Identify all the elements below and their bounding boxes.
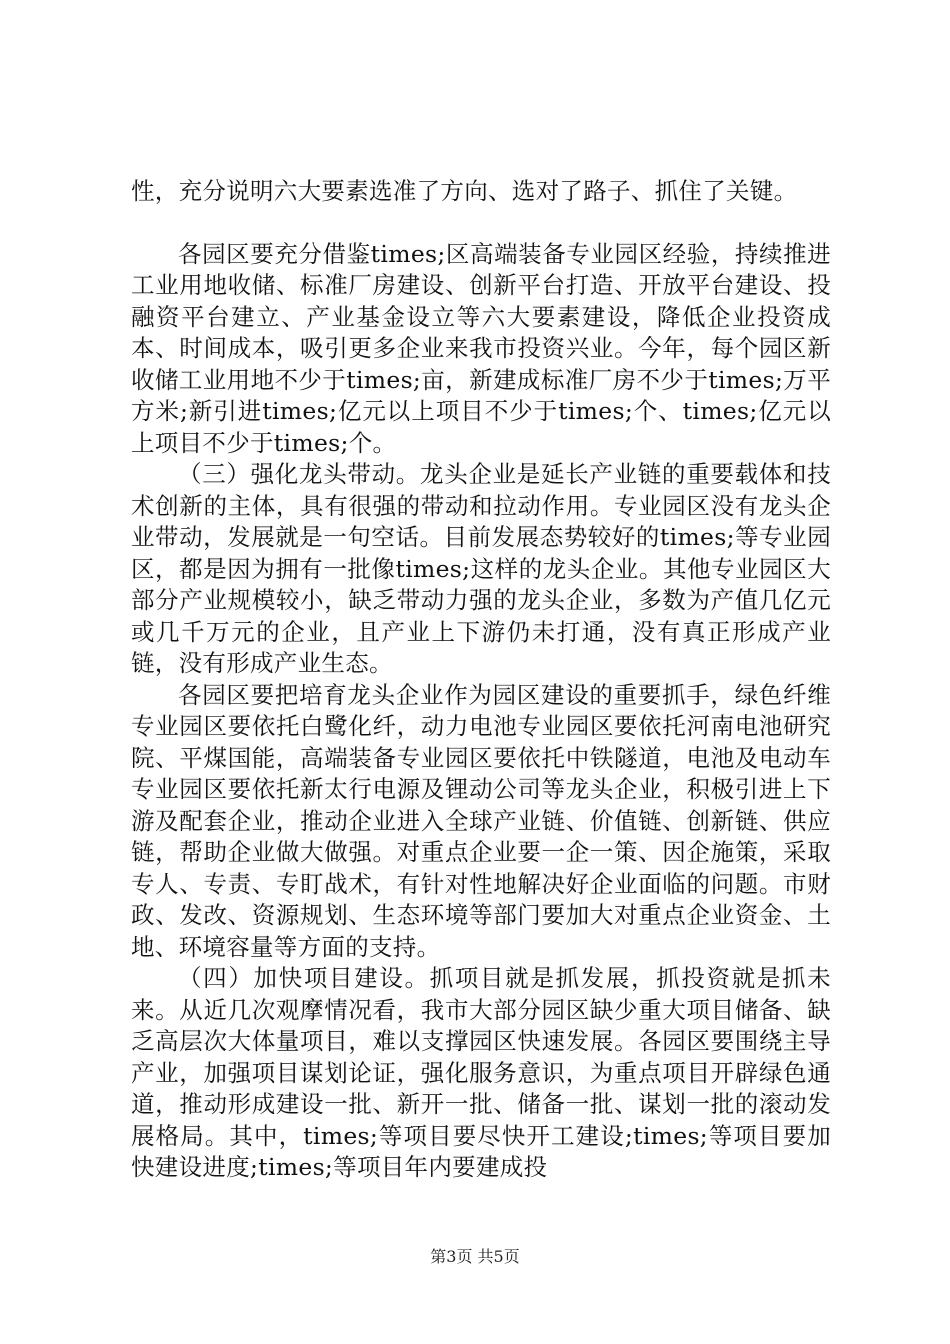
paragraph-section-three: （三）强化龙头带动。龙头企业是延长产业链的重要载体和技术创新的主体，具有很强的带动和拉动作用。专业园区没有龙头企业带动，发展就是一句空话。目前发展态势较好的times;等专业园区，都是因为拥有一批像times;这样的龙头企业。其他专业园区大部分产业规模较小，缺乏带动力强的龙头企业，多数为产值几亿元或几千万元的企业，且产业上下游仍未打通，没有真正形成产业链，没有形成产业生态。 [131, 460, 831, 677]
paragraph-elements: 各园区要充分借鉴times;区高端装备专业园区经验，持续推进工业用地收储、标准厂房建设、创新平台打造、开放平台建设、投融资平台建立、产业基金设立等六大要素建设，降低企业投资成本、时间成本，吸引更多企业来我市投资兴业。今年，每个园区新收储工业用地不少于times;亩，新建成标准厂房不少于times;万平方米;新引进times;亿元以上项目不少于times;个、times;亿元以上项目不少于times;个。 [131, 239, 831, 457]
paragraph-gap [131, 208, 831, 239]
paragraph-continuation: 性，充分说明六大要素选准了方向、选对了路子、抓住了关键。 [131, 177, 798, 205]
paragraph-section-four: （四）加快项目建设。抓项目就是抓发展，抓投资就是抓未来。从近几次观摩情况看，我市大部分园区缺少重大项目储备、缺乏高层次大体量项目，难以支撑园区快速发展。各园区要围绕主导产业，加强项目谋划论证，强化服务意识，为重点项目开辟绿色通道，推动形成建设一批、新开一批、储备一批、谋划一批的滚动发展格局。其中，times;等项目要尽快开工建设;times;等项目要加快建设进度;times;等项目年内要建成投 [131, 964, 831, 1181]
paragraph-leading-enterprises: 各园区要把培育龙头企业作为园区建设的重要抓手，绿色纤维专业园区要依托白鹭化纤，动力电池专业园区要依托河南电池研究院、平煤国能，高端装备专业园区要依托中铁隧道，电池及电动车专业园区要依托新太行电源及锂动公司等龙头企业，积极引进上下游及配套企业，推动企业进入全球产业链、价值链、创新链、供应链，帮助企业做大做强。对重点企业要一企一策、因企施策，采取专人、专责、专盯战术，有针对性地解决好企业面临的问题。市财政、发改、资源规划、生态环境等部门要加大对重点企业资金、土地、环境容量等方面的支持。 [131, 680, 831, 961]
document-body [131, 176, 831, 1184]
page-number-footer: 第3页 共5页 [430, 1247, 520, 1266]
